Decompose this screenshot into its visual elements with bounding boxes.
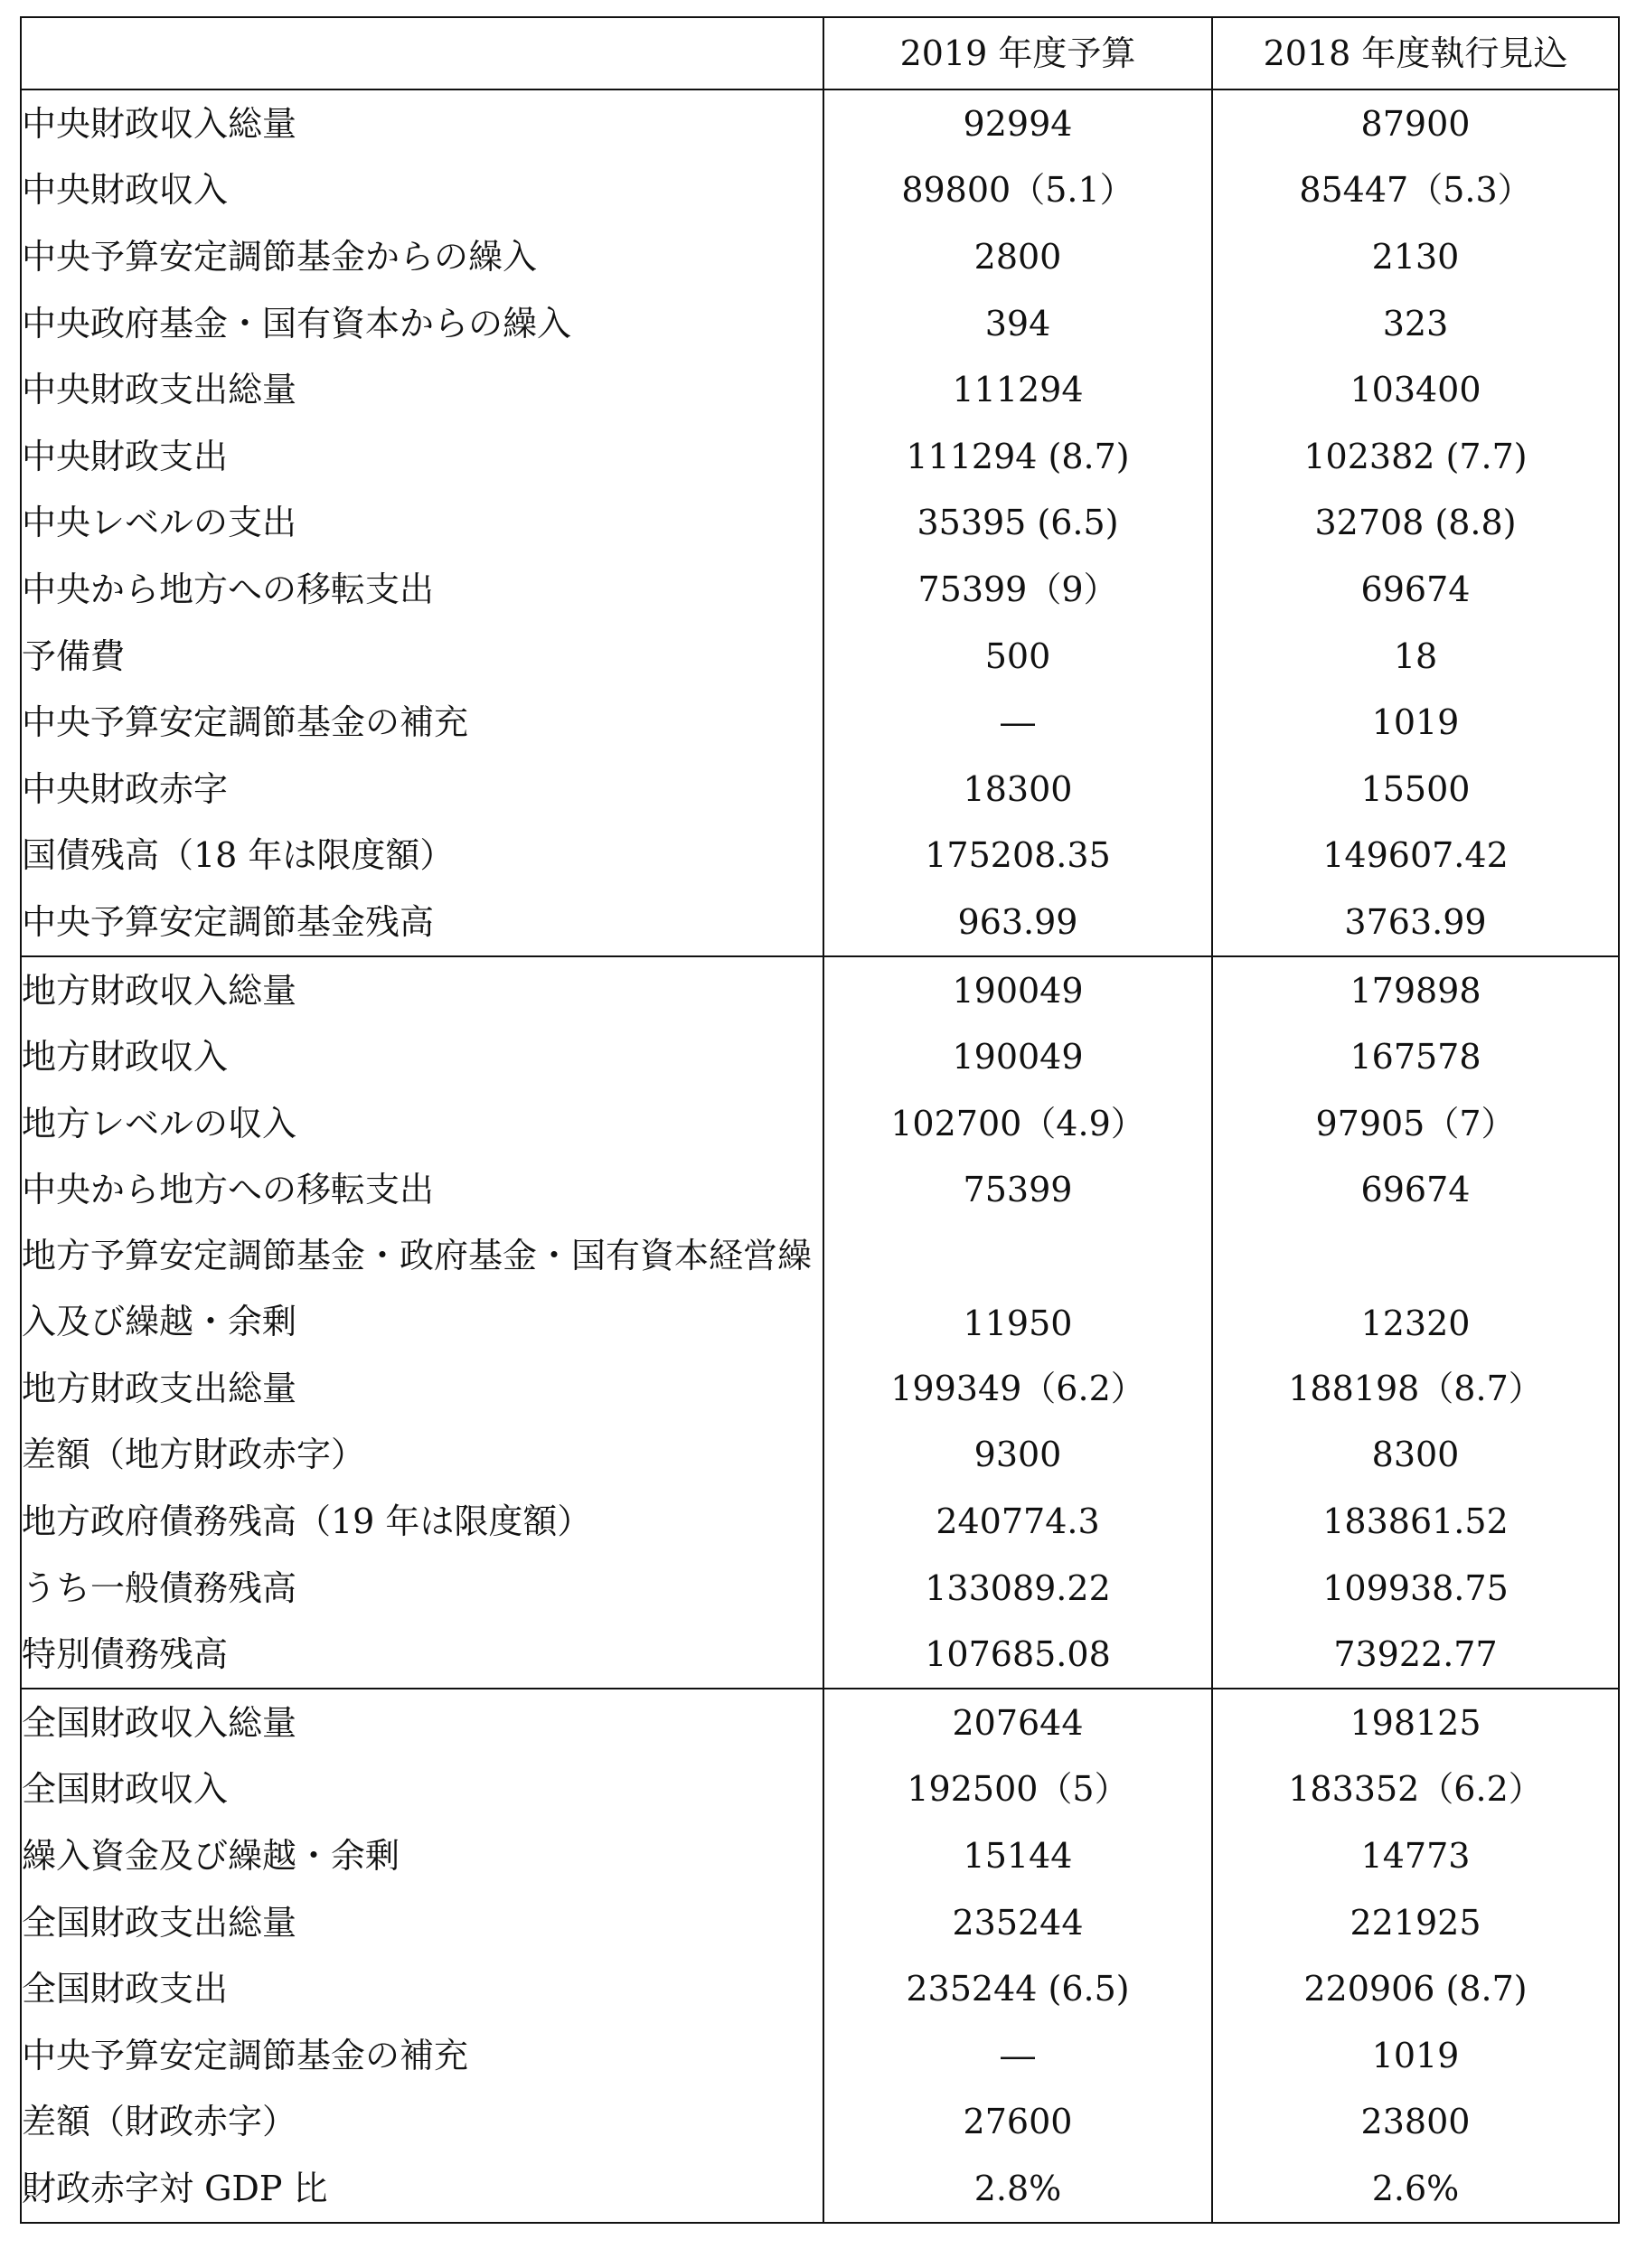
row-label: 中央財政支出	[22, 436, 229, 476]
table-row	[21, 1488, 1619, 1555]
row-label: 中央財政収入	[22, 170, 229, 211]
value-2018: 102382 (7.7)	[1212, 423, 1619, 490]
header-2019-budget: 2019 年度予算	[823, 17, 1212, 89]
value-2019: 11950	[823, 1223, 1212, 1355]
row-label: 地方財政収入	[22, 1037, 229, 1078]
row-label: 中央政府基金・国有資本からの繰入	[22, 303, 572, 343]
value-2019: 394	[823, 290, 1212, 357]
value-2018: 23800	[1212, 2089, 1619, 2156]
row-label: 中央予算安定調節基金の補充	[22, 702, 469, 743]
value-2018: 103400	[1212, 356, 1619, 423]
table-row	[21, 956, 1619, 1024]
value-2019: 15144	[823, 1822, 1212, 1889]
table-row	[21, 1822, 1619, 1889]
row-label: 地方政府債務残高（19 年は限度額）	[22, 1501, 592, 1542]
row-label: 全国財政支出	[22, 1969, 229, 2009]
value-2018: 87900	[1212, 89, 1619, 157]
value-2019: 235244	[823, 1889, 1212, 1956]
table-row	[21, 1023, 1619, 1090]
table-row	[21, 1621, 1619, 1689]
table-row	[21, 290, 1619, 357]
value-2018: 183352（6.2）	[1212, 1756, 1619, 1823]
value-2019: 111294	[823, 356, 1212, 423]
header-2018-estimate: 2018 年度執行見込	[1212, 17, 1619, 89]
table-row	[21, 2022, 1619, 2089]
value-2019: 75399（9）	[823, 556, 1212, 623]
table-row	[21, 1090, 1619, 1157]
value-2018: 183861.52	[1212, 1488, 1619, 1555]
row-label: 中央から地方への移転支出	[22, 1170, 435, 1210]
value-2018: 97905（7）	[1212, 1090, 1619, 1157]
value-2019: 89800（5.1）	[823, 157, 1212, 224]
value-2018: 167578	[1212, 1023, 1619, 1090]
table-row	[21, 89, 1619, 157]
value-2018: 2130	[1212, 223, 1619, 290]
value-2018: 198125	[1212, 1689, 1619, 1756]
row-label: 地方財政支出総量	[22, 1368, 297, 1408]
fiscal-budget-table	[20, 16, 1620, 2224]
value-2018: 32708 (8.8)	[1212, 490, 1619, 557]
value-2019: 111294 (8.7)	[823, 423, 1212, 490]
row-label: うち一般債務残高	[22, 1567, 297, 1608]
value-2019: 963.99	[823, 889, 1212, 956]
value-2019: 35395 (6.5)	[823, 490, 1212, 557]
value-2019: 207644	[823, 1689, 1212, 1756]
table-row	[21, 2089, 1619, 2156]
value-2019: 107685.08	[823, 1621, 1212, 1689]
row-label: 予備費	[22, 635, 126, 676]
row-label: 国債残高（18 年は限度額）	[22, 835, 455, 876]
value-2018: 3763.99	[1212, 889, 1619, 956]
row-label: 中央レベルの支出	[22, 503, 297, 543]
value-2019: 190049	[823, 1023, 1212, 1090]
row-label: 財政赤字対 GDP 比	[22, 2169, 328, 2209]
value-2018: 221925	[1212, 1889, 1619, 1956]
value-2018: 14773	[1212, 1822, 1619, 1889]
value-2018: 12320	[1212, 1223, 1619, 1355]
row-label: 差額（地方財政赤字）	[22, 1435, 366, 1475]
row-label: 特別債務残高	[22, 1634, 229, 1675]
row-label: 地方財政収入総量	[21, 956, 823, 1024]
value-2018: 1019	[1212, 689, 1619, 756]
value-2019: 190049	[823, 956, 1212, 1024]
table-row	[21, 1955, 1619, 2022]
value-2019: 199349（6.2）	[823, 1355, 1212, 1422]
value-2019: ―	[823, 689, 1212, 756]
row-label: 中央予算安定調節基金残高	[22, 901, 435, 942]
row-label: 中央予算安定調節基金の補充	[22, 2035, 469, 2075]
value-2019: 75399	[823, 1157, 1212, 1224]
value-2018: 69674	[1212, 556, 1619, 623]
table-row	[21, 889, 1619, 956]
value-2019: 92994	[823, 89, 1212, 157]
row-label: 地方予算安定調節基金・政府基金・国有資本経営繰入及び繰越・余剰	[22, 1236, 813, 1342]
value-2019: 500	[823, 623, 1212, 690]
table-row	[21, 1422, 1619, 1489]
table-row	[21, 1889, 1619, 1956]
table-row	[21, 823, 1619, 889]
row-label: 中央財政支出総量	[22, 370, 297, 410]
value-2018: 149607.42	[1212, 823, 1619, 889]
row-label: 繰入資金及び繰越・余剰	[22, 1836, 400, 1877]
value-2018: 323	[1212, 290, 1619, 357]
value-2018: 109938.75	[1212, 1555, 1619, 1622]
value-2018: 69674	[1212, 1157, 1619, 1224]
table-row	[21, 490, 1619, 557]
row-label: 全国財政収入総量	[21, 1689, 823, 1756]
table-row	[21, 1689, 1619, 1756]
table-row	[21, 689, 1619, 756]
value-2019: 192500（5）	[823, 1756, 1212, 1823]
value-2018: 1019	[1212, 2022, 1619, 2089]
value-2019: 2.8%	[823, 2155, 1212, 2223]
value-2018: 220906 (8.7)	[1212, 1955, 1619, 2022]
value-2019: 235244 (6.5)	[823, 1955, 1212, 2022]
value-2019: 240774.3	[823, 1488, 1212, 1555]
row-label: 全国財政支出総量	[22, 1902, 297, 1943]
row-label: 地方レベルの収入	[22, 1103, 297, 1143]
table-header-row	[21, 17, 1619, 89]
row-label: 中央財政赤字	[22, 768, 229, 809]
table-row	[21, 423, 1619, 490]
table-row	[21, 556, 1619, 623]
table-row	[21, 623, 1619, 690]
table-row	[21, 1157, 1619, 1224]
table-row	[21, 356, 1619, 423]
value-2018: 73922.77	[1212, 1621, 1619, 1689]
value-2019: 175208.35	[823, 823, 1212, 889]
value-2018: 18	[1212, 623, 1619, 690]
table-row	[21, 223, 1619, 290]
table-row	[21, 1223, 1619, 1355]
table-row	[21, 1555, 1619, 1622]
value-2019: 9300	[823, 1422, 1212, 1489]
header-blank-cell	[21, 17, 823, 89]
value-2018: 85447（5.3）	[1212, 157, 1619, 224]
value-2018: 15500	[1212, 756, 1619, 823]
row-label: 中央から地方への移転支出	[22, 569, 435, 609]
table-row	[21, 756, 1619, 823]
value-2019: ―	[823, 2022, 1212, 2089]
table-row	[21, 1756, 1619, 1823]
row-label: 中央財政収入総量	[22, 103, 297, 144]
table-row	[21, 1355, 1619, 1422]
value-2019: 27600	[823, 2089, 1212, 2156]
value-2018: 8300	[1212, 1422, 1619, 1489]
table-row	[21, 2155, 1619, 2223]
table-row	[21, 157, 1619, 224]
value-2019: 18300	[823, 756, 1212, 823]
value-2019: 2800	[823, 223, 1212, 290]
value-2019: 102700（4.9）	[823, 1090, 1212, 1157]
row-label: 差額（財政赤字）	[22, 2102, 297, 2142]
value-2018: 2.6%	[1212, 2155, 1619, 2223]
row-label: 中央予算安定調節基金からの繰入	[22, 236, 538, 277]
value-2018: 179898	[1212, 956, 1619, 1024]
value-2019: 133089.22	[823, 1555, 1212, 1622]
row-label: 全国財政収入	[22, 1769, 229, 1810]
value-2018: 188198（8.7）	[1212, 1355, 1619, 1422]
